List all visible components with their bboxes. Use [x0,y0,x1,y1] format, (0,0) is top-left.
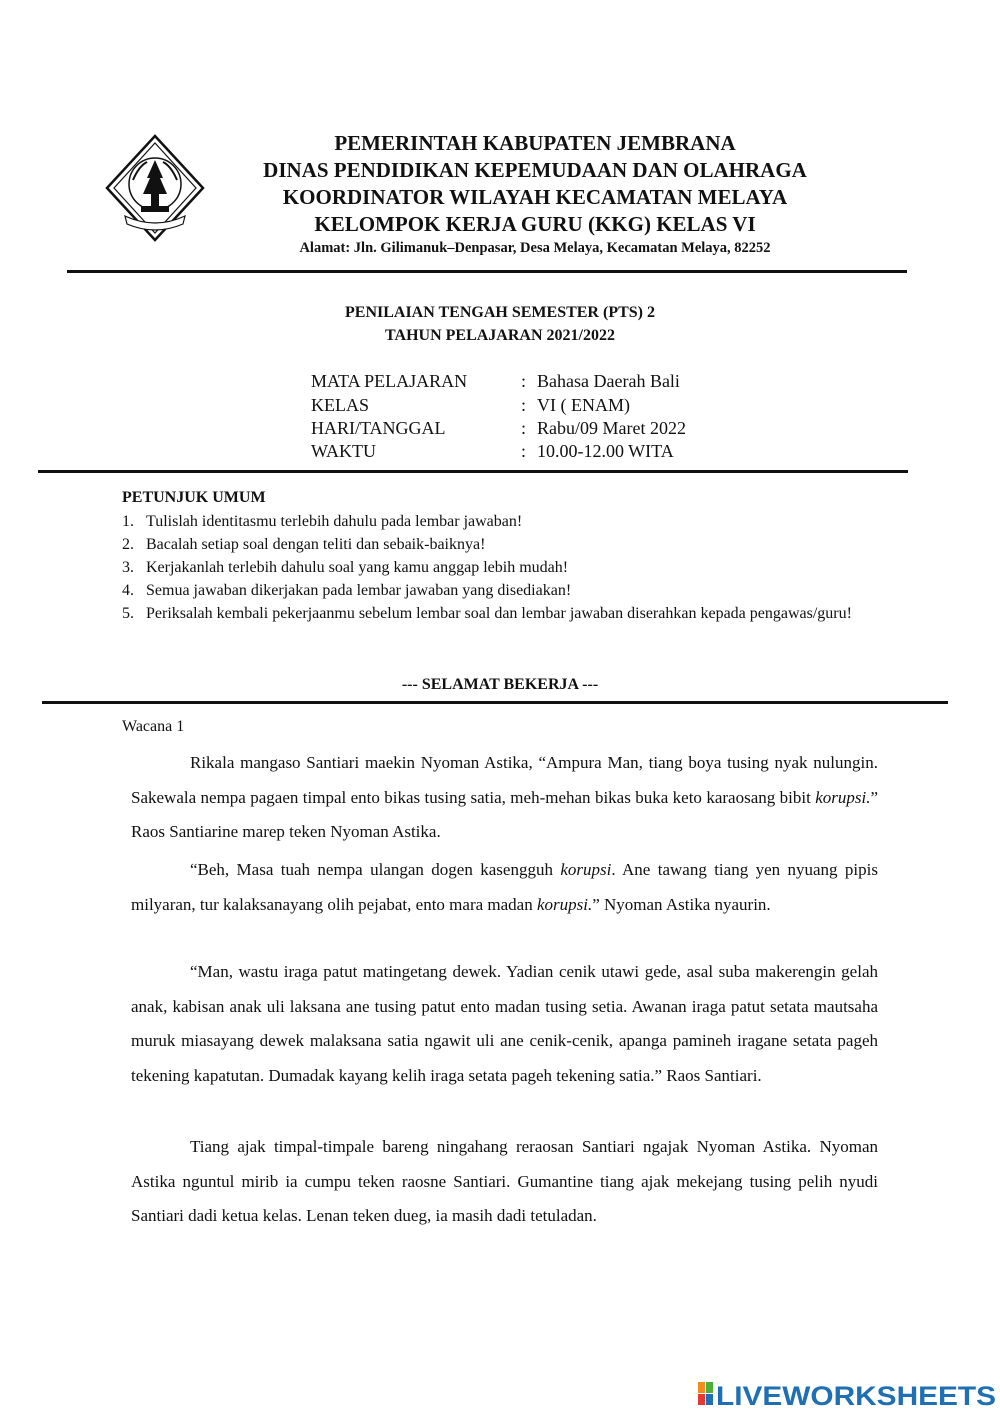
kop-line-1: PEMERINTAH KABUPATEN JEMBRANA [334,131,736,155]
petunjuk-number: 3. [122,559,134,576]
petunjuk-text: Bacalah setiap soal dengan teliti dan sebaik-baiknya! [146,536,486,553]
info-colon: : [521,441,527,461]
info-value: Rabu/09 Maret 2022 [537,418,686,438]
info-row-date [311,418,686,442]
info-label: KELAS [311,395,369,415]
info-colon: : [521,395,527,415]
info-colon: : [521,371,527,391]
korupsi-term: korupsi [560,860,612,879]
info-value: Bahasa Daerah Bali [537,371,680,391]
info-label: MATA PELAJARAN [311,371,468,391]
petunjuk-number: 1. [122,513,134,530]
info-divider [38,470,908,473]
petunjuk-item [122,510,880,533]
liveworksheets-text: LIVEWORKSHEETS [716,1381,996,1409]
info-colon: : [521,418,527,438]
petunjuk-item [122,579,880,602]
selamat-divider [42,701,948,704]
wacana-paragraph-4: Tiang ajak timpal-timpale bareng ningahang reraosan Santiari ngajak Nyoman Astika. Nyoman Astika nguntul mirib ia cumpu teken raosne Santiari. Gumantine tiang ajak mekejang tusing pelih nyudi Santiari dadi ketua kelas. Lenan teken dueg, ia masih dadi tetuladan. [131,1137,878,1225]
info-row-time [311,441,674,465]
jembrana-logo [103,134,207,246]
header-divider [67,270,907,273]
petunjuk-text: Periksalah kembali pekerjaanmu sebelum lembar soal dan lembar jawaban diserahkan kepada pengawas/guru! [146,605,852,622]
para-text: ” Raos Santiarine marep teken Nyoman Astika. [131,787,878,841]
kop-line-3: KOORDINATOR WILAYAH KECAMATAN MELAYA [282,185,788,209]
petunjuk-text: Semua jawaban dikerjakan pada lembar jawaban yang disediakan! [146,582,572,599]
petunjuk-number: 2. [122,536,134,553]
wacana-paragraph-1 [131,746,878,850]
petunjuk-item [122,556,880,579]
wacana-paragraph-3: “Man, wastu iraga patut matingetang dewek. Yadian cenik utawi gede, asal suba makerengin gelah anak, kabisan anak uli laksana ane tusing patut ento madan tusing setia. Awanan iraga patut setata mautsaha muruk miasayang dewek malaksana satia ngawit uli ane cenik-cenik, apanga pamineh iragane setata pageh tekening kapatutan. Dumadak kayang kelih iraga setata pageh tekening satia.” Raos Santiari. [131,962,878,1085]
info-value: 10.00-12.00 WITA [537,441,674,461]
kop-line-4: KELOMPOK KERJA GURU (KKG) KELAS VI [314,212,756,236]
para-text: Rikala mangaso Santiari maekin Nyoman Astika, “Ampura Man, tiang boya tusing nyak nulungin. Sakewala nempa pagaen timpal ento bikas tusing satia, meh-mehan bikas buka keto karaosang bibit [131,753,878,807]
petunjuk-text: Tulislah identitasmu terlebih dahulu pada lembar jawaban! [146,513,523,530]
kop-address: Alamat: Jln. Gilimanuk–Denpasar, Desa Melaya, Kecamatan Melaya, 82252 [299,240,771,256]
para-text: ” Nyoman Astika nyaurin. [592,894,771,914]
wacana-heading: Wacana 1 [122,718,185,735]
info-label: WAKTU [311,441,376,461]
liveworksheets-watermark [698,1379,998,1409]
petunjuk-number: 4. [122,582,134,599]
petunjuk-text: Kerjakanlah terlebih dahulu soal yang kamu anggap lebih mudah! [146,559,569,576]
petunjuk-item [122,533,880,556]
kop-line-2: DINAS PENDIDIKAN KEPEMUDAAN DAN OLAHRAGA [263,158,807,182]
petunjuk-heading: PETUNJUK UMUM [122,489,266,506]
petunjuk-item [122,602,880,625]
info-row-subject [311,371,680,395]
para-text: “Beh, Masa tuah nempa ulangan dogen kasengguh [190,860,561,879]
selamat-bekerja: --- SELAMAT BEKERJA --- [401,676,599,693]
info-value: VI ( ENAM) [537,395,630,415]
exam-year: TAHUN PELAJARAN 2021/2022 [385,327,615,344]
info-label: HARI/TANGGAL [311,418,446,438]
exam-title: PENILAIAN TENGAH SEMESTER (PTS) 2 [345,304,655,321]
korupsi-term: korupsi. [536,894,593,914]
wacana-paragraph-2 [131,853,878,922]
info-row-class [311,395,630,419]
para-text: . Ane tawang tiang yen nyuang pipis milyaran, tur kalaksanayang olih pejabat, ento mara madan [131,860,878,914]
petunjuk-number: 5. [122,605,134,622]
korupsi-term: korupsi. [815,787,871,807]
